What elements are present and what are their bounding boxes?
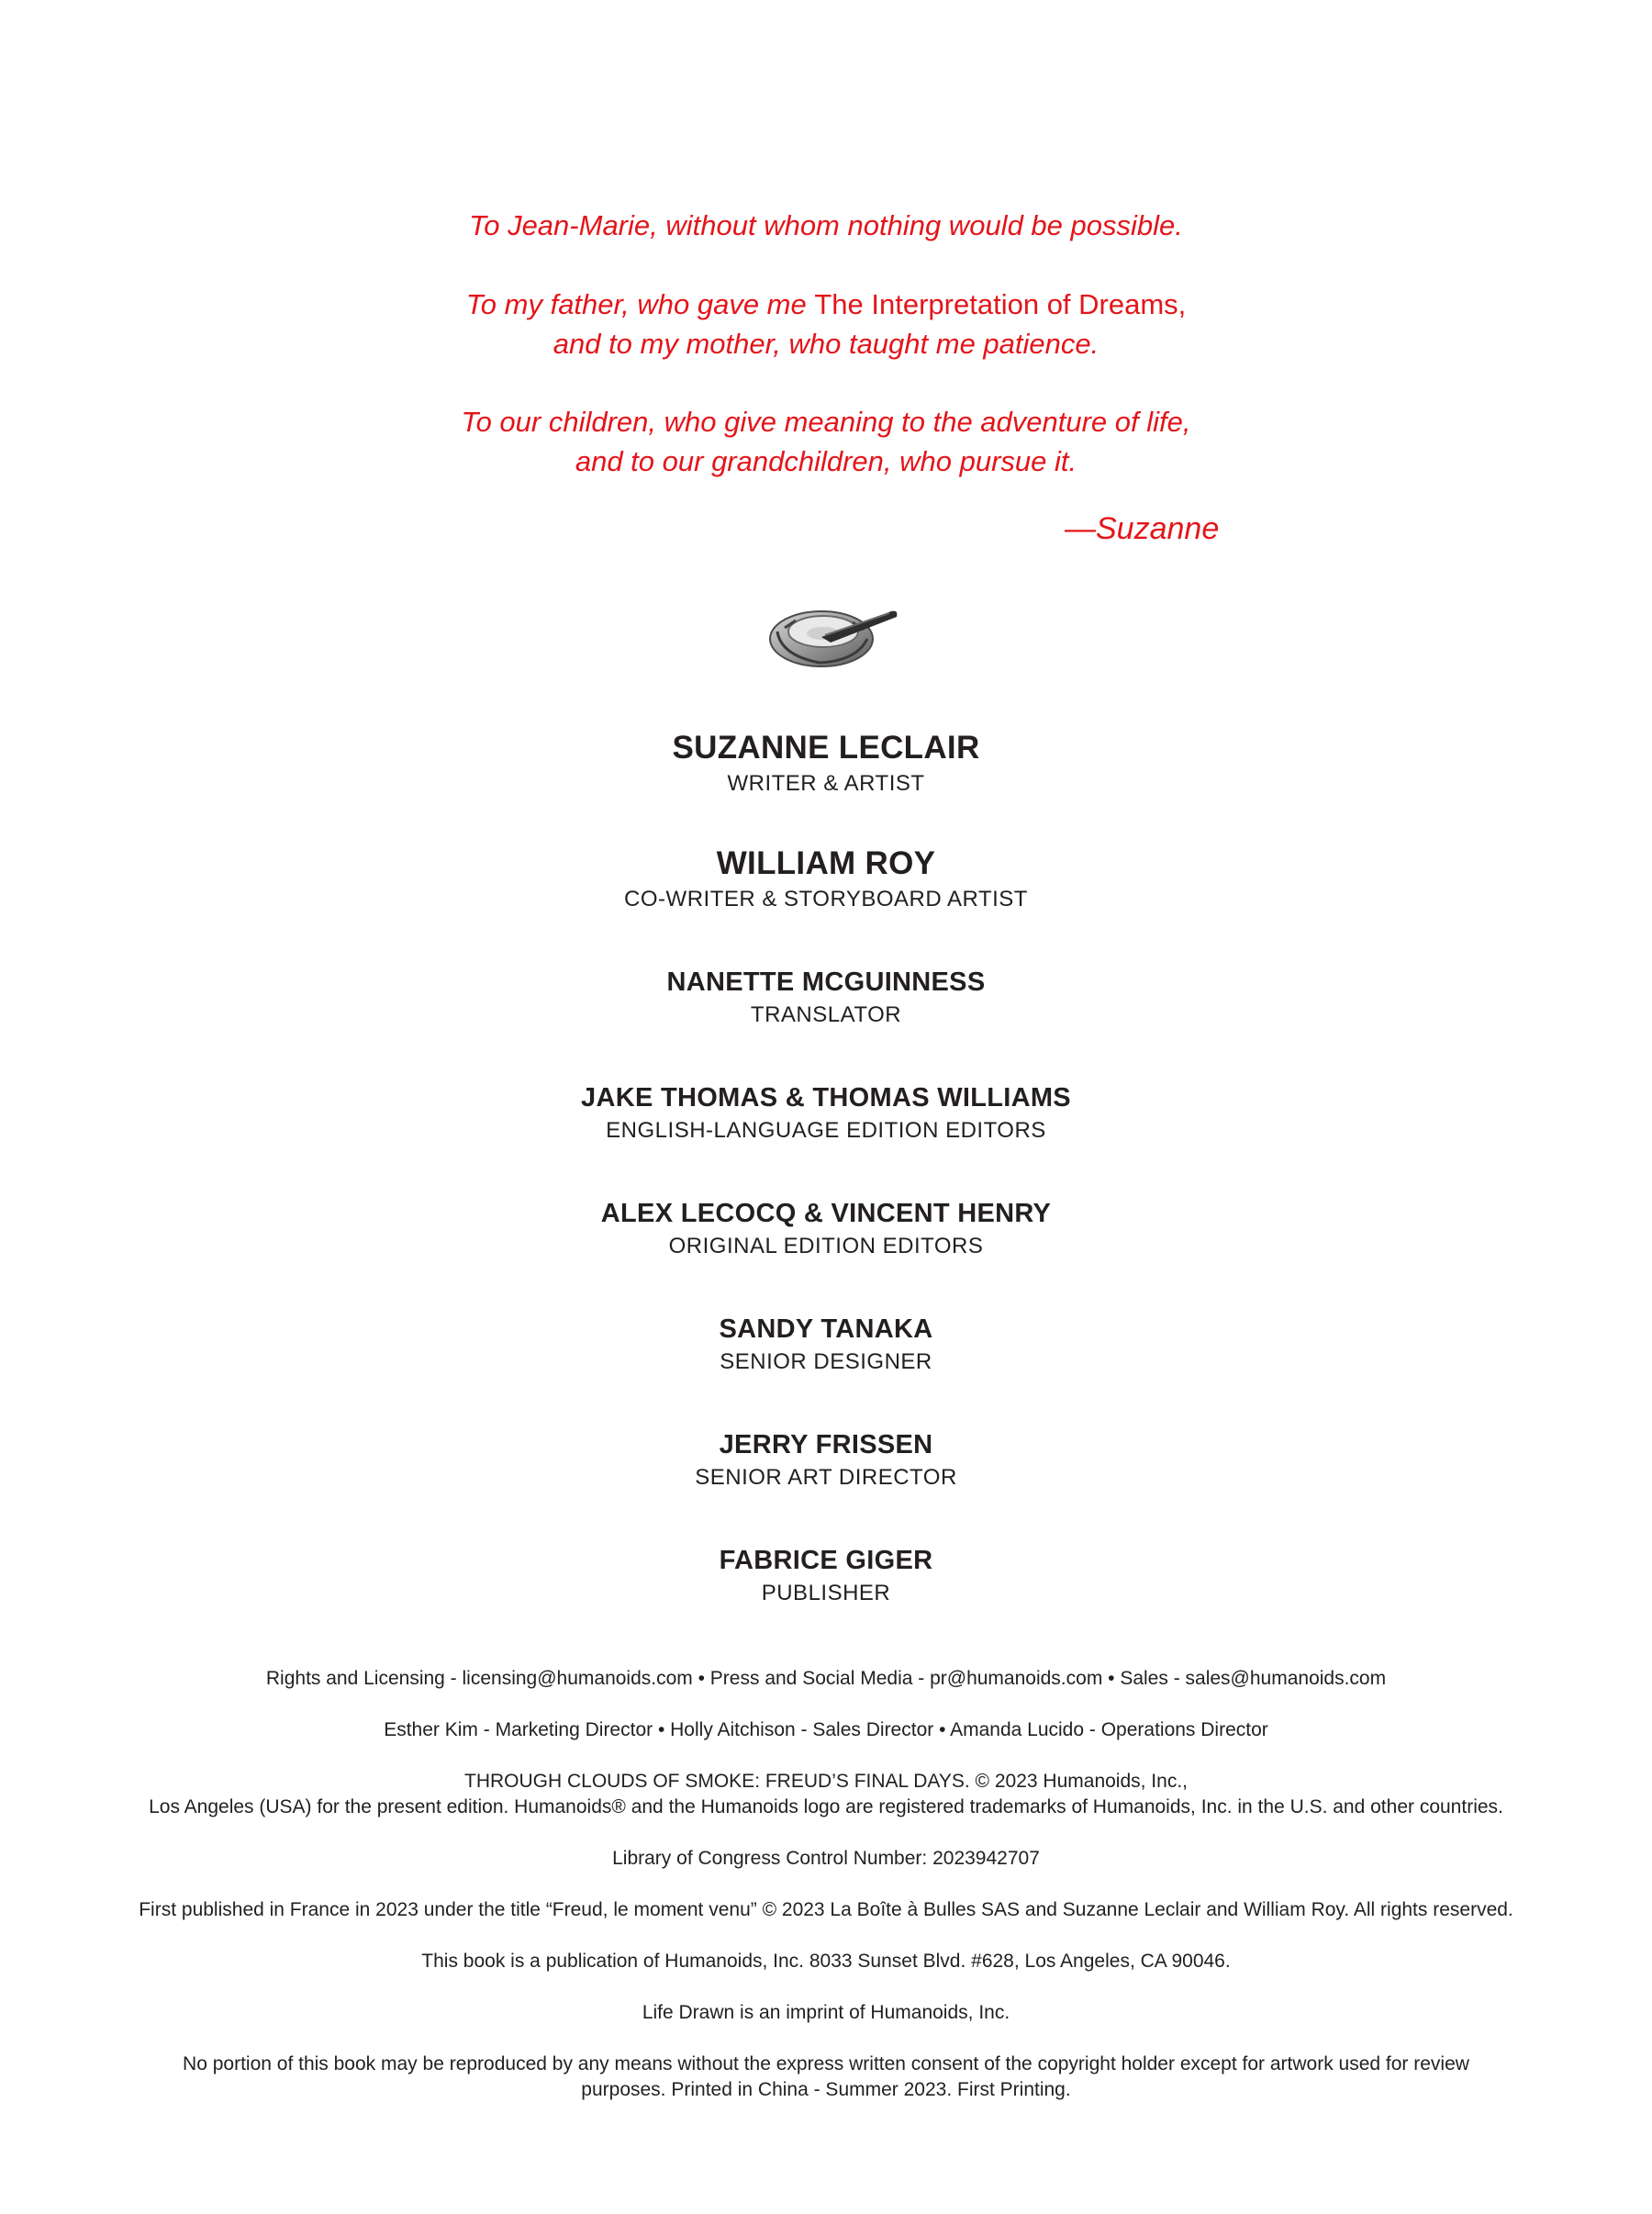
dedication-parents (0, 285, 1652, 363)
dedication-line-3: and to my mother, who taught me patience. (553, 328, 1099, 360)
credit-role: TRANSLATOR (750, 1001, 902, 1027)
dedication-line-2-text: To my father, who gave me (465, 288, 815, 320)
legal-imprint: Life Drawn is an imprint of Humanoids, Inc. (642, 2002, 1010, 2023)
credit-role: SENIOR ART DIRECTOR (695, 1464, 957, 1490)
credit-role: WRITER & ARTIST (727, 770, 925, 796)
credit-name: JERRY FRISSEN (719, 1430, 933, 1459)
credit-role: CO-WRITER & STORYBOARD ARTIST (624, 886, 1028, 911)
credit-name: SANDY TANAKA (719, 1314, 933, 1344)
book-title-interpretation-of-dreams: The Interpretation of Dreams, (814, 288, 1187, 320)
legal-contacts: Rights and Licensing - licensing@humanoids.com • Press and Social Media - pr@humanoids.com • Sales - sales@humanoids.com (265, 1668, 1387, 1689)
credit-william-roy (0, 846, 1652, 911)
credit-nanette-mcguinness (0, 968, 1652, 1027)
credit-name: ALEX LECOCQ & VINCENT HENRY (600, 1199, 1052, 1228)
dedication-line-1: To Jean-Marie, without whom nothing would be possible. (469, 209, 1183, 241)
legal-reproduction (73, 2052, 1579, 2103)
credit-name: FABRICE GIGER (719, 1546, 933, 1575)
credit-english-editors (0, 1084, 1652, 1143)
credit-name: WILLIAM ROY (716, 845, 936, 881)
dedication-line-4: To our children, who give meaning to the adventure of life, (461, 406, 1191, 438)
credit-role: ORIGINAL EDITION EDITORS (668, 1233, 984, 1258)
credit-suzanne-leclair (0, 731, 1652, 796)
legal-loc-number: Library of Congress Control Number: 2023942707 (612, 1848, 1040, 1869)
credit-role: SENIOR DESIGNER (720, 1348, 932, 1374)
credit-name: SUZANNE LECLAIR (672, 730, 980, 766)
legal-first-published: First published in France in 2023 under the title “Freud, le moment venu” © 2023 La Boîte à Bulles SAS and Suzanne Leclair and William Roy. All rights reserved. (139, 1899, 1513, 1920)
credit-role: PUBLISHER (761, 1580, 891, 1605)
dedication-line-2 (0, 285, 1652, 324)
dedication-line-5: and to our grandchildren, who pursue it. (575, 445, 1077, 477)
credit-jerry-frissen (0, 1431, 1652, 1490)
credit-sandy-tanaka (0, 1315, 1652, 1374)
ashtray-with-cigar-icon (765, 591, 902, 674)
dedication-children (0, 402, 1652, 481)
legal-reproduction-line-2: purposes. Printed in China - Summer 2023. First Printing. (581, 2079, 1071, 2100)
legal-copyright-line-1: THROUGH CLOUDS OF SMOKE: FREUD’S FINAL DAYS. © 2023 Humanoids, Inc., (464, 1771, 1188, 1792)
credit-original-editors (0, 1200, 1652, 1258)
legal-copyright-line-2: Los Angeles (USA) for the present edition. Humanoids® and the Humanoids logo are registered trademarks of Humanoids, Inc. in the U.S. and other countries. (149, 1796, 1503, 1817)
legal-reproduction-line-1: No portion of this book may be reproduced by any means without the express written consent of the copyright holder except for artwork used for review (183, 2053, 1469, 2074)
credit-name: JAKE THOMAS & THOMAS WILLIAMS (581, 1083, 1071, 1113)
credit-role: ENGLISH-LANGUAGE EDITION EDITORS (606, 1117, 1046, 1143)
credit-name: NANETTE MCGUINNESS (666, 967, 986, 997)
legal-copyright (73, 1769, 1579, 1820)
legal-publication: This book is a publication of Humanoids, Inc. 8033 Sunset Blvd. #628, Los Angeles, CA 90046. (421, 1951, 1231, 1972)
dedication-signature: —Suzanne (1065, 511, 1220, 546)
legal-staff: Esther Kim - Marketing Director • Holly Aitchison - Sales Director • Amanda Lucido - Operations Director (384, 1719, 1268, 1740)
credit-fabrice-giger (0, 1547, 1652, 1605)
